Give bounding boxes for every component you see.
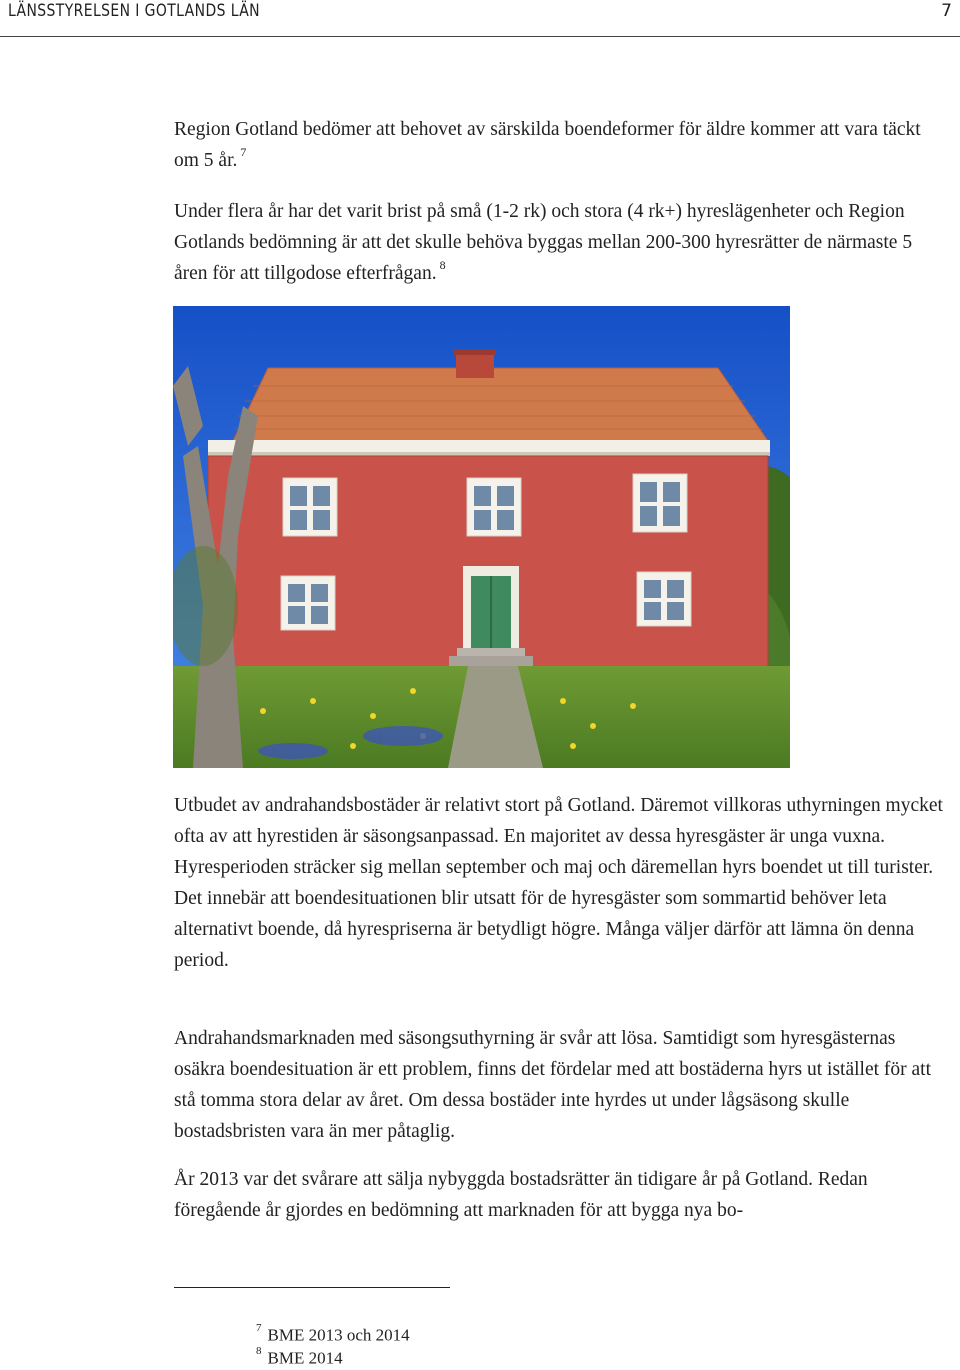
paragraph-rental-shortage	[174, 196, 944, 289]
paragraph-seasonal-rental: Andrahandsmarknaden med säsongsuthyrning är svår att lösa. Samtidigt som hyresgästernas osäkra boendesituation är ett problem, finns det fördelar med att bostäderna hyrs ut istället för att stå tomma stora delar av året. Om dessa bostäder inte hyrdes ut under lågsäsong skulle bostadsbristen vara än mer påtaglig.	[174, 1028, 932, 1142]
house-photo	[173, 306, 790, 768]
paragraph-condo-sales: År 2013 var det svårare att sälja nybyggda bostadsrätter än tidigare år på Gotland. Redan föregående år gjordes en bedömning att marknaden för att bygga nya bo-	[174, 1169, 868, 1221]
page-header	[0, 0, 960, 37]
page-number: 7	[941, 1, 952, 21]
header-title: LÄNSSTYRELSEN I GOTLANDS LÄN	[8, 1, 260, 21]
red-house-image	[173, 306, 790, 768]
footnote-number: 7	[256, 1322, 262, 1334]
paragraph-sublet-supply: Utbudet av andrahandsbostäder är relativt stort på Gotland. Däremot villkoras uthyrningen mycket ofta av att hyrestiden är säsongsanpassad. En majoritet av dessa hyresgäster är unga vuxna. Hyresperioden sträcker sig mellan september och maj och däremellan hyrs boendet ut till turister. Det innebär att boendesituationen blir utsatt för de hyresgäster som sommartid behöver leta alternativt boende, då hyrespriserna är betydligt högre. Många väljer därför att lämna ön denna period.	[174, 795, 943, 971]
footnote-number: 8	[256, 1345, 262, 1357]
footnote-ref: 7	[240, 145, 247, 159]
paragraph-text: Under flera år har det varit brist på små (1-2 rk) och stora (4 rk+) hyreslägenheter och Region Gotlands bedömning är att det skulle behöva byggas mellan 200-300 hyresrätter de närmaste 5 åren för att tillgodose efterfrågan.	[174, 201, 913, 284]
footnote-divider	[174, 1287, 450, 1288]
paragraph-elderly-housing	[174, 114, 944, 176]
footnote-text: BME 2014	[267, 1348, 343, 1368]
footnote-8	[256, 1343, 343, 1370]
paragraph-text: Region Gotland bedömer att behovet av särskilda boendeformer för äldre kommer att vara täckt om 5 år.	[174, 119, 921, 171]
footnote-ref: 8	[439, 258, 446, 272]
footnote-text: BME 2013 och 2014	[267, 1325, 410, 1345]
